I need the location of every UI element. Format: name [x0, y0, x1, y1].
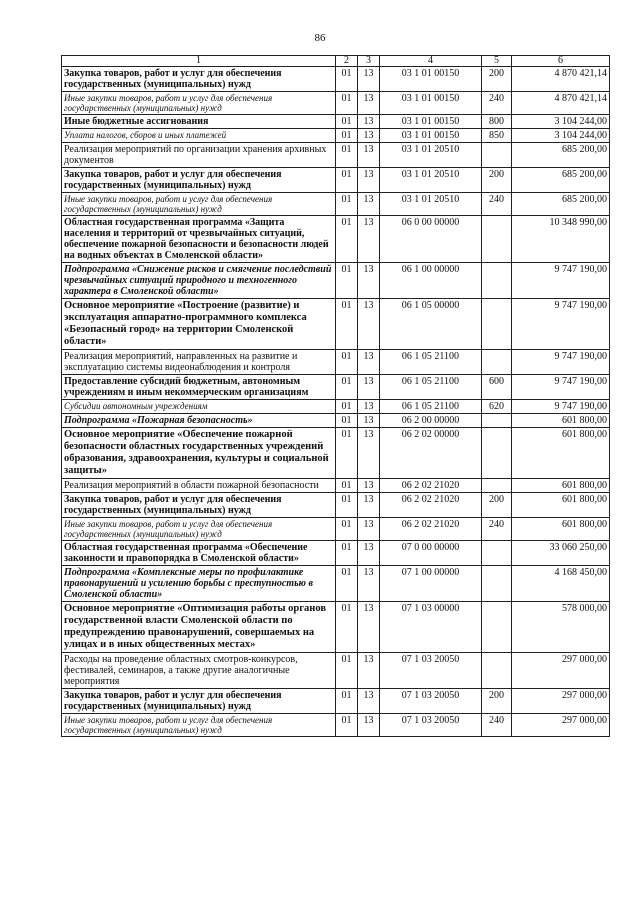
row-amount-cell: 3 104 244,00 — [512, 115, 610, 129]
row-expense-type-cell: 200 — [482, 67, 512, 92]
row-expense-type-cell — [482, 602, 512, 653]
row-target-item-cell: 07 1 00 00000 — [380, 566, 482, 602]
row-expense-type-cell — [482, 216, 512, 263]
row-section-cell: 01 — [336, 400, 358, 414]
table-row — [62, 216, 610, 263]
row-target-item-cell: 06 1 05 21100 — [380, 350, 482, 375]
table-row — [62, 115, 610, 129]
row-section-cell: 01 — [336, 541, 358, 566]
row-subsection-cell: 13 — [358, 602, 380, 653]
table-row — [62, 414, 610, 428]
row-subsection-cell: 13 — [358, 689, 380, 714]
table-row — [62, 653, 610, 689]
row-subsection-cell: 13 — [358, 566, 380, 602]
table-row — [62, 92, 610, 115]
row-amount-cell: 4 168 450,00 — [512, 566, 610, 602]
row-target-item-cell: 06 1 00 00000 — [380, 263, 482, 299]
row-section-cell: 01 — [336, 493, 358, 518]
row-target-item-cell: 06 2 00 00000 — [380, 414, 482, 428]
table-row — [62, 714, 610, 737]
row-name-cell: Иные закупки товаров, работ и услуг для обеспечения государственных (муниципальных) нужд — [62, 518, 336, 541]
row-target-item-cell: 06 1 05 21100 — [380, 375, 482, 400]
row-amount-cell: 33 060 250,00 — [512, 541, 610, 566]
row-subsection-cell: 13 — [358, 115, 380, 129]
page-number: 86 — [314, 32, 326, 44]
row-expense-type-cell — [482, 263, 512, 299]
row-expense-type-cell: 240 — [482, 92, 512, 115]
row-target-item-cell: 07 0 00 00000 — [380, 541, 482, 566]
header-cell-expense-type: 5 — [482, 56, 512, 67]
row-expense-type-cell: 800 — [482, 115, 512, 129]
row-subsection-cell: 13 — [358, 92, 380, 115]
row-section-cell: 01 — [336, 143, 358, 168]
row-target-item-cell: 03 1 01 00150 — [380, 115, 482, 129]
row-subsection-cell: 13 — [358, 168, 380, 193]
row-subsection-cell: 13 — [358, 493, 380, 518]
table-row — [62, 350, 610, 375]
row-amount-cell: 601 800,00 — [512, 518, 610, 541]
row-target-item-cell: 03 1 01 00150 — [380, 67, 482, 92]
table-row — [62, 602, 610, 653]
row-amount-cell: 578 000,00 — [512, 602, 610, 653]
row-section-cell: 01 — [336, 566, 358, 602]
row-expense-type-cell — [482, 414, 512, 428]
row-subsection-cell: 13 — [358, 216, 380, 263]
header-cell-section: 2 — [336, 56, 358, 67]
header-cell-target-item: 4 — [380, 56, 482, 67]
row-amount-cell: 601 800,00 — [512, 414, 610, 428]
row-section-cell: 01 — [336, 92, 358, 115]
row-name-cell: Основное мероприятие «Обеспечение пожарной безопасности областных государственных учреждений образования, здравоохранения, культуры и социальной защиты» — [62, 428, 336, 479]
row-amount-cell: 4 870 421,14 — [512, 67, 610, 92]
row-expense-type-cell: 200 — [482, 168, 512, 193]
row-target-item-cell: 03 1 01 20510 — [380, 193, 482, 216]
table-row — [62, 299, 610, 350]
row-subsection-cell: 13 — [358, 375, 380, 400]
row-amount-cell: 3 104 244,00 — [512, 129, 610, 143]
row-target-item-cell: 07 1 03 00000 — [380, 602, 482, 653]
row-expense-type-cell — [482, 541, 512, 566]
table-header-row — [62, 56, 610, 67]
row-name-cell: Субсидии автономным учреждениям — [62, 400, 336, 414]
table-row — [62, 143, 610, 168]
budget-table — [61, 55, 610, 737]
row-expense-type-cell — [482, 299, 512, 350]
row-amount-cell: 9 747 190,00 — [512, 350, 610, 375]
row-amount-cell: 601 800,00 — [512, 479, 610, 493]
table-row — [62, 375, 610, 400]
table-row — [62, 400, 610, 414]
row-expense-type-cell: 240 — [482, 518, 512, 541]
row-name-cell: Закупка товаров, работ и услуг для обеспечения государственных (муниципальных) нужд — [62, 689, 336, 714]
row-amount-cell: 9 747 190,00 — [512, 263, 610, 299]
row-expense-type-cell: 850 — [482, 129, 512, 143]
row-expense-type-cell — [482, 566, 512, 602]
row-name-cell: Реализация мероприятий, направленных на развитие и эксплуатацию системы видеонаблюдения и контроля — [62, 350, 336, 375]
row-target-item-cell: 03 1 01 20510 — [380, 143, 482, 168]
row-section-cell: 01 — [336, 479, 358, 493]
row-section-cell: 01 — [336, 653, 358, 689]
row-section-cell: 01 — [336, 168, 358, 193]
row-amount-cell: 9 747 190,00 — [512, 375, 610, 400]
row-expense-type-cell — [482, 143, 512, 168]
row-expense-type-cell: 200 — [482, 689, 512, 714]
table-row — [62, 479, 610, 493]
row-expense-type-cell: 200 — [482, 493, 512, 518]
row-section-cell: 01 — [336, 115, 358, 129]
row-expense-type-cell: 620 — [482, 400, 512, 414]
row-expense-type-cell: 600 — [482, 375, 512, 400]
row-amount-cell: 685 200,00 — [512, 168, 610, 193]
row-target-item-cell: 06 2 02 21020 — [380, 518, 482, 541]
row-target-item-cell: 03 1 01 00150 — [380, 129, 482, 143]
row-section-cell: 01 — [336, 350, 358, 375]
row-target-item-cell: 03 1 01 00150 — [380, 92, 482, 115]
row-subsection-cell: 13 — [358, 129, 380, 143]
row-subsection-cell: 13 — [358, 653, 380, 689]
row-subsection-cell: 13 — [358, 428, 380, 479]
header-cell-name: 1 — [62, 56, 336, 67]
row-target-item-cell: 03 1 01 20510 — [380, 168, 482, 193]
row-subsection-cell: 13 — [358, 299, 380, 350]
row-section-cell: 01 — [336, 428, 358, 479]
row-subsection-cell: 13 — [358, 143, 380, 168]
row-expense-type-cell — [482, 350, 512, 375]
row-name-cell: Закупка товаров, работ и услуг для обеспечения государственных (муниципальных) нужд — [62, 493, 336, 518]
header-cell-subsection: 3 — [358, 56, 380, 67]
row-target-item-cell: 06 2 02 21020 — [380, 479, 482, 493]
row-subsection-cell: 13 — [358, 263, 380, 299]
row-target-item-cell: 07 1 03 20050 — [380, 653, 482, 689]
row-expense-type-cell: 240 — [482, 714, 512, 737]
row-expense-type-cell — [482, 428, 512, 479]
row-subsection-cell: 13 — [358, 541, 380, 566]
table-row — [62, 67, 610, 92]
row-section-cell: 01 — [336, 263, 358, 299]
row-section-cell: 01 — [336, 129, 358, 143]
row-name-cell: Реализация мероприятий в области пожарной безопасности — [62, 479, 336, 493]
row-section-cell: 01 — [336, 714, 358, 737]
row-name-cell: Предоставление субсидий бюджетным, автономным учреждениям и иным некоммерческим организациям — [62, 375, 336, 400]
row-name-cell: Подпрограмма «Пожарная безопасность» — [62, 414, 336, 428]
row-section-cell: 01 — [336, 689, 358, 714]
row-name-cell: Иные бюджетные ассигнования — [62, 115, 336, 129]
row-section-cell: 01 — [336, 193, 358, 216]
table-row — [62, 428, 610, 479]
row-name-cell: Областная государственная программа «Обеспечение законности и правопорядка в Смоленской области» — [62, 541, 336, 566]
row-subsection-cell: 13 — [358, 479, 380, 493]
table-row — [62, 541, 610, 566]
row-subsection-cell: 13 — [358, 350, 380, 375]
row-name-cell: Иные закупки товаров, работ и услуг для обеспечения государственных (муниципальных) нужд — [62, 193, 336, 216]
table-row — [62, 168, 610, 193]
row-subsection-cell: 13 — [358, 193, 380, 216]
row-name-cell: Реализация мероприятий по организации хранения архивных документов — [62, 143, 336, 168]
row-amount-cell: 685 200,00 — [512, 193, 610, 216]
row-name-cell: Иные закупки товаров, работ и услуг для обеспечения государственных (муниципальных) нужд — [62, 92, 336, 115]
row-subsection-cell: 13 — [358, 518, 380, 541]
row-target-item-cell: 06 1 05 00000 — [380, 299, 482, 350]
row-name-cell: Уплата налогов, сборов и иных платежей — [62, 129, 336, 143]
row-name-cell: Областная государственная программа «Защита населения и территорий от чрезвычайных ситуаций, обеспечение пожарной безопасности и безопасности людей на водных объектах в Смоленской области» — [62, 216, 336, 263]
row-name-cell: Расходы на проведение областных смотров-конкурсов, фестивалей, семинаров, а также другие аналогичные мероприятия — [62, 653, 336, 689]
row-section-cell: 01 — [336, 602, 358, 653]
row-name-cell: Закупка товаров, работ и услуг для обеспечения государственных (муниципальных) нужд — [62, 67, 336, 92]
row-subsection-cell: 13 — [358, 400, 380, 414]
row-section-cell: 01 — [336, 216, 358, 263]
row-subsection-cell: 13 — [358, 714, 380, 737]
table-row — [62, 689, 610, 714]
row-amount-cell: 4 870 421,14 — [512, 92, 610, 115]
row-name-cell: Закупка товаров, работ и услуг для обеспечения государственных (муниципальных) нужд — [62, 168, 336, 193]
table-row — [62, 129, 610, 143]
row-amount-cell: 601 800,00 — [512, 428, 610, 479]
table-row — [62, 493, 610, 518]
row-subsection-cell: 13 — [358, 67, 380, 92]
row-name-cell: Основное мероприятие «Построение (развитие) и эксплуатация аппаратно-программного комплекса «Безопасный город» на территории Смоленской области» — [62, 299, 336, 350]
row-amount-cell: 297 000,00 — [512, 653, 610, 689]
row-amount-cell: 297 000,00 — [512, 714, 610, 737]
row-name-cell: Подпрограмма «Снижение рисков и смягчение последствий чрезвычайных ситуаций природного и техногенного характера в Смоленской области» — [62, 263, 336, 299]
row-amount-cell: 9 747 190,00 — [512, 400, 610, 414]
row-section-cell: 01 — [336, 375, 358, 400]
row-target-item-cell: 06 0 00 00000 — [380, 216, 482, 263]
row-section-cell: 01 — [336, 67, 358, 92]
row-amount-cell: 297 000,00 — [512, 689, 610, 714]
row-amount-cell: 10 348 990,00 — [512, 216, 610, 263]
row-target-item-cell: 06 2 02 21020 — [380, 493, 482, 518]
row-name-cell: Основное мероприятие «Оптимизация работы органов государственной власти Смоленской области по предупреждению правонарушений, совершаемых на улицах и в иных общественных местах» — [62, 602, 336, 653]
row-amount-cell: 601 800,00 — [512, 493, 610, 518]
table-row — [62, 193, 610, 216]
table-row — [62, 263, 610, 299]
row-amount-cell: 685 200,00 — [512, 143, 610, 168]
row-section-cell: 01 — [336, 414, 358, 428]
row-name-cell: Иные закупки товаров, работ и услуг для обеспечения государственных (муниципальных) нужд — [62, 714, 336, 737]
table-row — [62, 566, 610, 602]
row-target-item-cell: 06 2 02 00000 — [380, 428, 482, 479]
row-expense-type-cell — [482, 479, 512, 493]
row-section-cell: 01 — [336, 518, 358, 541]
row-expense-type-cell: 240 — [482, 193, 512, 216]
row-name-cell: Подпрограмма «Комплексные меры по профилактике правонарушений и усилению борьбы с преступностью в Смоленской области» — [62, 566, 336, 602]
table-row — [62, 518, 610, 541]
row-section-cell: 01 — [336, 299, 358, 350]
row-target-item-cell: 07 1 03 20050 — [380, 714, 482, 737]
header-cell-amount: 6 — [512, 56, 610, 67]
row-amount-cell: 9 747 190,00 — [512, 299, 610, 350]
row-target-item-cell: 07 1 03 20050 — [380, 689, 482, 714]
row-subsection-cell: 13 — [358, 414, 380, 428]
row-target-item-cell: 06 1 05 21100 — [380, 400, 482, 414]
row-expense-type-cell — [482, 653, 512, 689]
